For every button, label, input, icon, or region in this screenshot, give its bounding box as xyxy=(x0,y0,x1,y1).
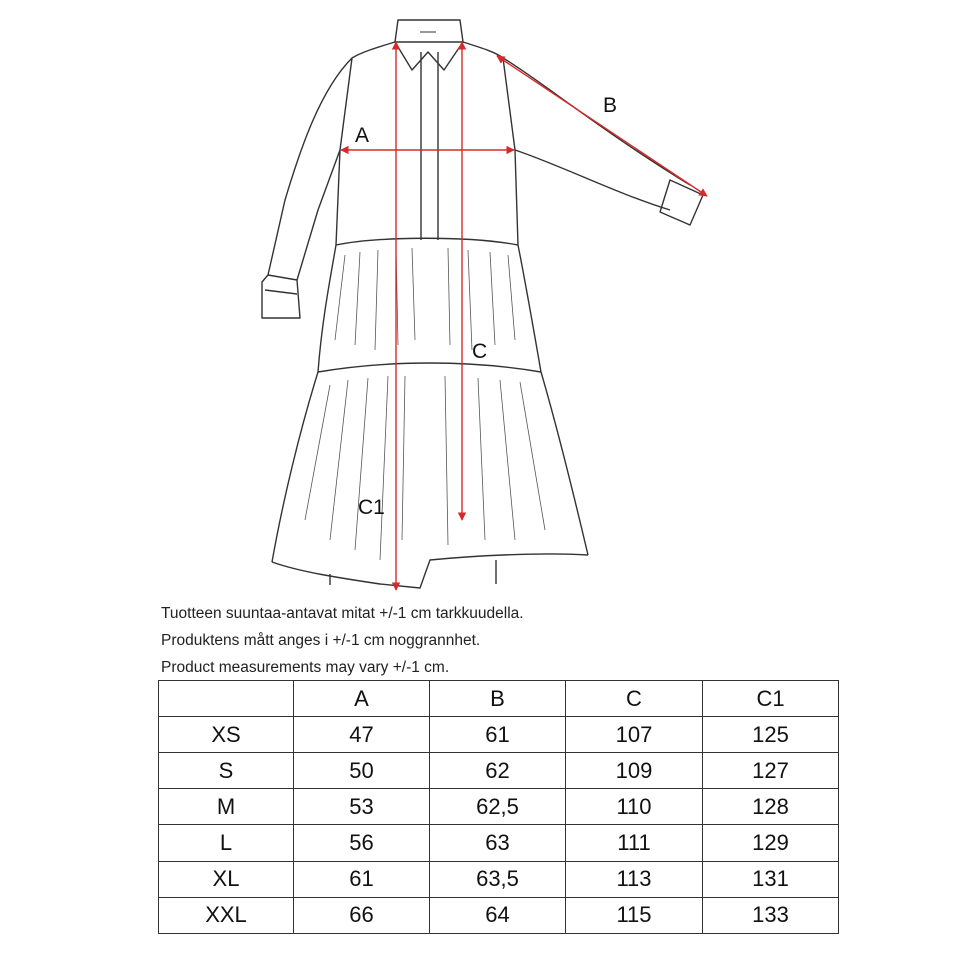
header-a: A xyxy=(294,681,430,717)
label-b: B xyxy=(603,94,618,117)
table-cell: 110 xyxy=(566,789,703,825)
table-cell: 129 xyxy=(703,825,839,861)
table-cell: 127 xyxy=(703,753,839,789)
table-row xyxy=(159,753,839,789)
table-row xyxy=(159,717,839,753)
table-cell: 107 xyxy=(566,717,703,753)
table-cell: 115 xyxy=(566,897,703,933)
table-cell: 61 xyxy=(294,861,430,897)
size-cell: XL xyxy=(159,861,294,897)
table-row xyxy=(159,861,839,897)
size-cell: S xyxy=(159,753,294,789)
header-b: B xyxy=(430,681,566,717)
table-cell: 111 xyxy=(566,825,703,861)
gather-lines xyxy=(305,248,545,560)
table-cell: 63,5 xyxy=(430,861,566,897)
size-cell: XXL xyxy=(159,897,294,933)
size-chart-table xyxy=(158,680,839,934)
table-cell: 53 xyxy=(294,789,430,825)
header-c: C xyxy=(566,681,703,717)
table-cell: 64 xyxy=(430,897,566,933)
header-corner xyxy=(159,681,294,717)
note-swedish: Produktens mått anges i +/-1 cm noggrannhet. xyxy=(161,632,481,649)
size-cell: XS xyxy=(159,717,294,753)
header-row xyxy=(159,681,839,717)
label-c: C xyxy=(472,340,488,363)
dress-outline xyxy=(262,20,703,588)
table-cell: 113 xyxy=(566,861,703,897)
table-row xyxy=(159,825,839,861)
table-cell: 66 xyxy=(294,897,430,933)
size-cell: M xyxy=(159,789,294,825)
table-cell: 61 xyxy=(430,717,566,753)
table-cell: 50 xyxy=(294,753,430,789)
label-a: A xyxy=(355,124,370,147)
table-cell: 128 xyxy=(703,789,839,825)
table-row xyxy=(159,897,839,933)
table-cell: 56 xyxy=(294,825,430,861)
table-cell: 133 xyxy=(703,897,839,933)
note-finnish: Tuotteen suuntaa-antavat mitat +/-1 cm tarkkuudella. xyxy=(161,605,524,622)
note-english: Product measurements may vary +/-1 cm. xyxy=(161,659,450,676)
table-cell: 62 xyxy=(430,753,566,789)
table-cell: 131 xyxy=(703,861,839,897)
table-cell: 63 xyxy=(430,825,566,861)
table-cell: 125 xyxy=(703,717,839,753)
table-cell: 109 xyxy=(566,753,703,789)
measurement-lines xyxy=(341,42,707,590)
table-cell: 62,5 xyxy=(430,789,566,825)
label-c1: C1 xyxy=(358,496,385,519)
size-cell: L xyxy=(159,825,294,861)
header-c1: C1 xyxy=(703,681,839,717)
table-cell: 47 xyxy=(294,717,430,753)
table-row xyxy=(159,789,839,825)
